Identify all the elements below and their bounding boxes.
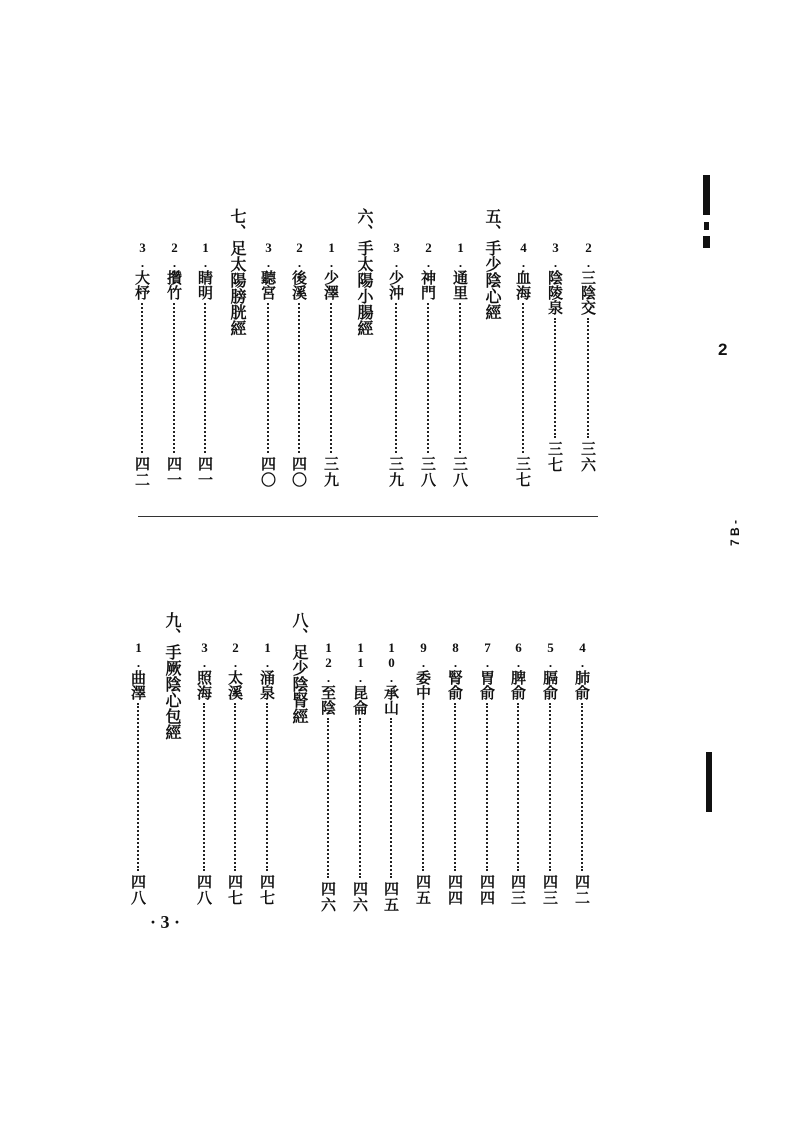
toc-entry: 3.聽宮四〇 <box>259 240 277 488</box>
toc-entry: 1.通里三八 <box>451 240 469 488</box>
toc-entry: 2.三陰交三六 <box>579 240 597 473</box>
page-number: · 3 · <box>150 912 181 932</box>
section-heading: 六、手太陽小腸經 <box>355 208 374 336</box>
toc-entry: 10.承山四五 <box>382 640 400 913</box>
scan-mark <box>704 222 709 230</box>
toc-entry: 4.血海三七 <box>514 240 532 488</box>
toc-entry: 1.涌泉四七 <box>258 640 276 906</box>
section-heading: 八、足少陰腎經 <box>290 612 309 724</box>
toc-entry: 3.少沖三九 <box>387 240 405 488</box>
toc-entry: 5.膈俞四三 <box>541 640 559 906</box>
toc-entry: 3.大杼四二 <box>133 240 151 488</box>
toc-entry: 6.脾俞四三 <box>509 640 527 906</box>
toc-entry: 8.腎俞四四 <box>446 640 464 906</box>
section-heading: 五、手少陰心經 <box>483 208 502 320</box>
toc-entry: 4.肺俞四二 <box>573 640 591 906</box>
toc-entry: 1.少澤三九 <box>322 240 340 488</box>
toc-entry: 3.照海四八 <box>195 640 213 906</box>
margin-code: 7 B - <box>728 520 742 547</box>
scan-mark <box>703 175 710 215</box>
toc-entry: 12.至陰四六 <box>319 640 337 913</box>
toc-entry: 2.太溪四七 <box>226 640 244 906</box>
margin-number: 2 <box>718 340 728 359</box>
toc-entry: 3.陰陵泉三七 <box>546 240 564 473</box>
toc-entry: 9.委中四五 <box>414 640 432 906</box>
section-heading: 九、手厥陰心包經 <box>163 612 182 740</box>
scan-mark <box>706 752 712 812</box>
scan-mark <box>703 236 710 248</box>
toc-entry: 7.胃俞四四 <box>478 640 496 906</box>
section-heading: 七、足太陽膀胱經 <box>228 208 247 336</box>
toc-entry: 2.後溪四〇 <box>290 240 308 488</box>
toc-entry: 1.睛明四一 <box>196 240 214 488</box>
toc-entry: 1.曲澤四八 <box>129 640 147 906</box>
toc-entry: 11.昆侖四六 <box>351 640 369 913</box>
section-divider <box>138 516 598 517</box>
toc-entry: 2.攢竹四一 <box>165 240 183 488</box>
toc-entry: 2.神門三八 <box>419 240 437 488</box>
